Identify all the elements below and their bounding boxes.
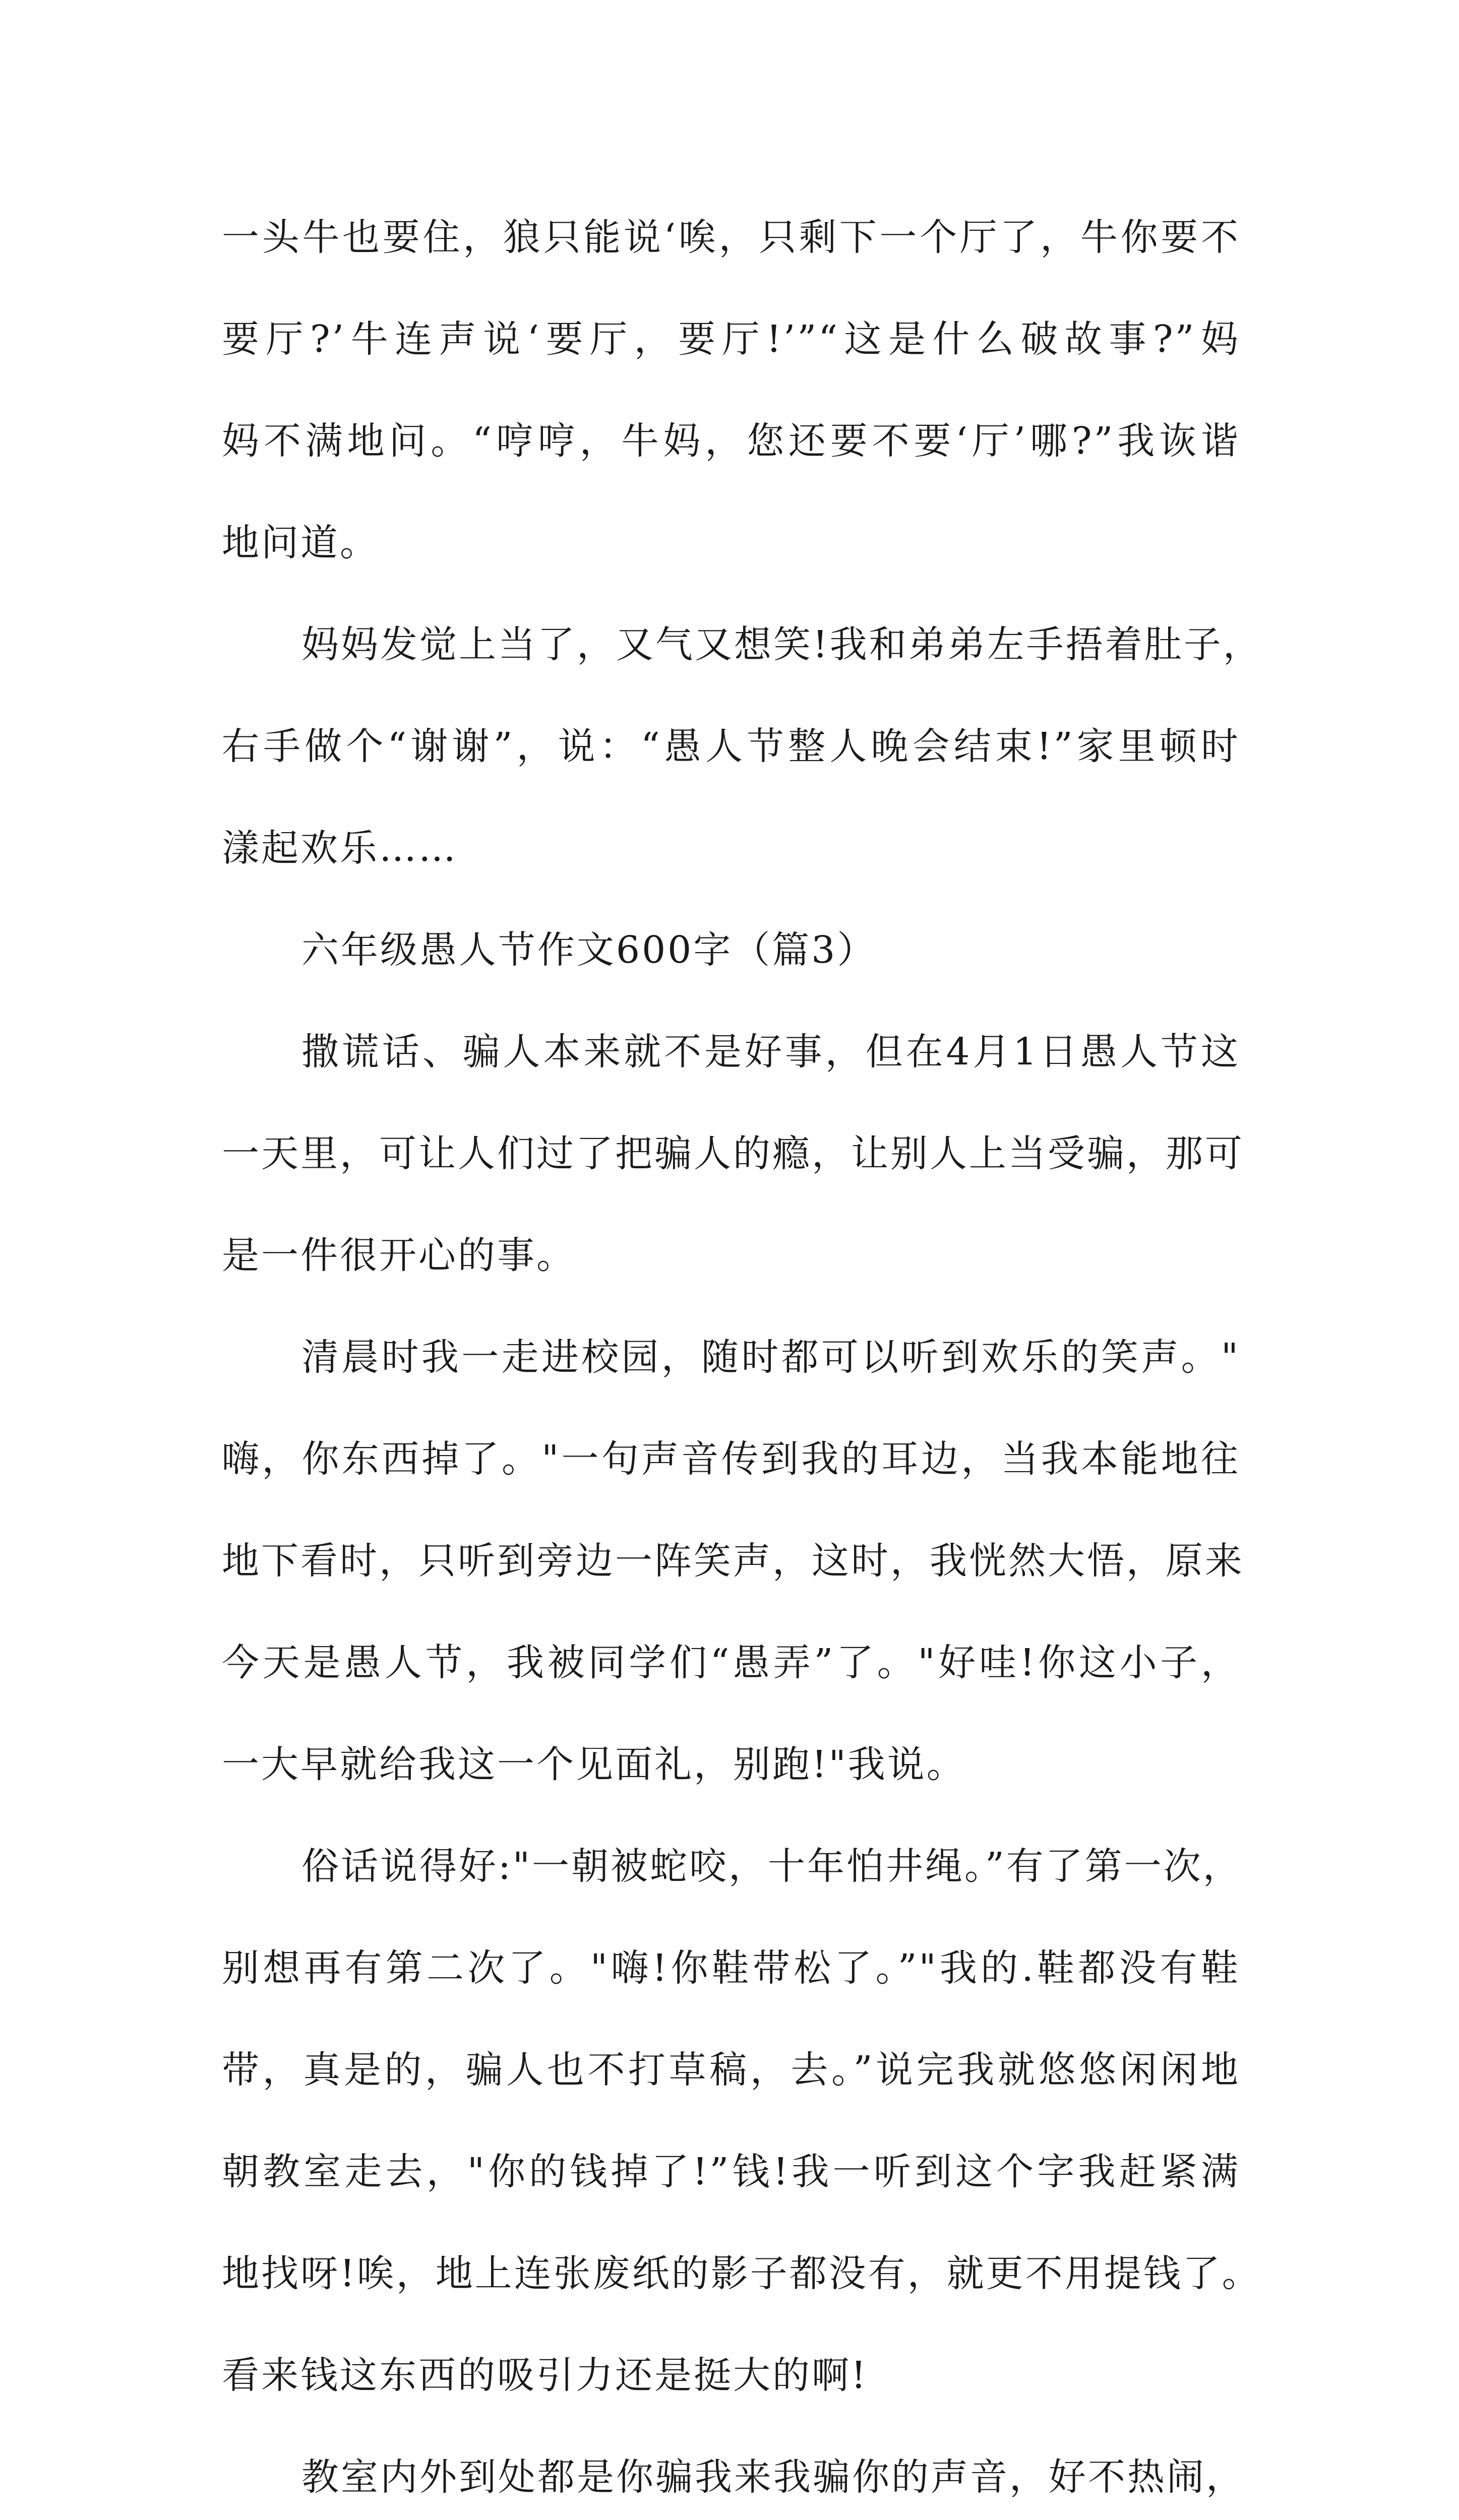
section-heading: 六年级愚人节作文600字（篇3） bbox=[301, 928, 877, 972]
text-line: 嗨，你东西掉了。"一句声音传到我的耳边，当我本能地往 bbox=[222, 1437, 1240, 1481]
text-line: 一大早就给我这一个见面礼，别跑!"我说。 bbox=[222, 1743, 966, 1786]
text-line: 清晨时我一走进校园，随时都可以听到欢乐的笑声。" bbox=[301, 1336, 1240, 1379]
text-line: 右手做个“谢谢”，说：“愚人节整人晚会结束!”家里顿时 bbox=[222, 725, 1240, 768]
text-line: 一天里，可让人们过了把骗人的瘾，让别人上当受骗，那可 bbox=[222, 1132, 1244, 1175]
text-line: 是一件很开心的事。 bbox=[222, 1234, 576, 1277]
text-line: 撒谎话、骗人本来就不是好事，但在4月1日愚人节这 bbox=[301, 1030, 1240, 1074]
text-line: 看来钱这东西的吸引力还是挺大的啊! bbox=[222, 2354, 868, 2397]
text-line: 妈妈发觉上当了，又气又想笑!我和弟弟左手捂着肚子， bbox=[301, 623, 1262, 666]
text-line: 俗话说得好:"一朝被蛇咬，十年怕井绳。”有了第一次， bbox=[301, 1845, 1242, 1888]
text-line: 带，真是的，骗人也不打草稿，去。”说完我就悠悠闲闲地 bbox=[222, 2048, 1240, 2092]
text-line: 地找呀!唉，地上连张废纸的影子都没有，就更不用提钱了。 bbox=[222, 2252, 1261, 2295]
text-line: 别想再有第二次了。"嗨!你鞋带松了。”"我的.鞋都没有鞋 bbox=[222, 1946, 1240, 1990]
text-line: 地下看时，只听到旁边一阵笑声，这时，我恍然大悟，原来 bbox=[222, 1539, 1244, 1583]
text-line: 妈不满地问。“哼哼，牛妈，您还要不要‘厅’哪?”我诙谐 bbox=[222, 419, 1240, 463]
text-line: 一头牛也要住，狼只能说‘唉，只剩下一个厅了，牛你要不 bbox=[222, 216, 1240, 259]
text-line: 教室内外到处都是你骗我来我骗你的声音，好不热闹， bbox=[301, 2455, 1245, 2499]
text-line: 朝教室走去，"你的钱掉了!”钱!我一听到这个字我赶紧满 bbox=[222, 2150, 1240, 2193]
document-body bbox=[222, 186, 1262, 2520]
text-line: 漾起欢乐…… bbox=[222, 827, 458, 870]
text-line: 地问道。 bbox=[222, 521, 379, 564]
text-line: 要厅?’牛连声说‘要厅，要厅!’”“这是什么破故事?”妈 bbox=[222, 318, 1240, 361]
text-line: 今天是愚人节，我被同学们“愚弄”了。"好哇!你这小子， bbox=[222, 1641, 1240, 1684]
